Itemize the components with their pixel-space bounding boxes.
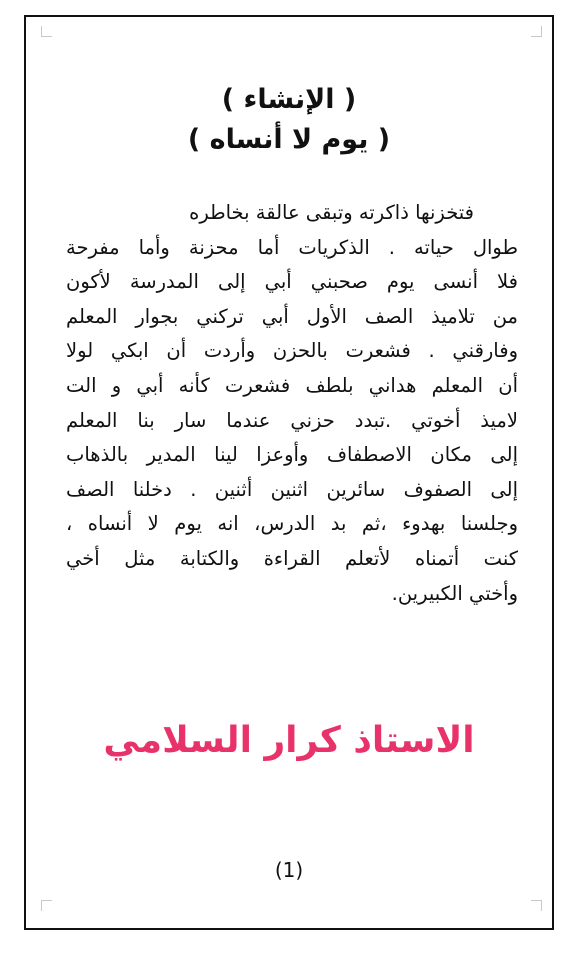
essay-line: لاميذ أخوتي .تبدد حزني عندما سار بنا المعلم: [66, 408, 518, 432]
crop-mark-top-right: [531, 26, 542, 37]
essay-line: وفارقني . فشعرت بالحزن وأردت أن ابكي لولا: [66, 339, 518, 363]
essay-line: وجلسنا بهدوء ،ثم بد الدرس، انه يوم لا أنساه ،: [66, 512, 518, 536]
crop-mark-bottom-left: [41, 900, 52, 911]
document-subtitle: ( يوم لا أنساه ): [187, 124, 391, 155]
crop-mark-top-left: [41, 26, 52, 37]
essay-line: من تلاميذ الصف الأول أبي تركني بجوار المعلم: [66, 304, 518, 328]
essay-line: فلا أنسى يوم صحبني أبي إلى المدرسة لأكون: [66, 270, 518, 294]
essay-line: فتخزنها ذاكرته وتبقى عالقة بخاطره: [189, 201, 474, 224]
document-title: ( الإنشاء ): [221, 84, 357, 115]
essay-line: كنت أتمناه لأتعلم القراءة والكتابة مثل أخي: [66, 546, 518, 570]
essay-body: [66, 196, 518, 611]
essay-line: أن المعلم هداني بلطف فشعرت كأنه أبي و الت: [66, 373, 518, 397]
author-name: الاستاذ كرار السلامي: [103, 720, 475, 761]
essay-line: إلى مكان الاصطفاف وأوعزا لينا المدير بالذهاب: [66, 443, 518, 467]
essay-line: وأختي الكبيرين.: [391, 581, 518, 605]
essay-line: إلى الصفوف سائرين اثنين أثنين . دخلنا الصف: [66, 477, 518, 501]
crop-mark-bottom-right: [531, 900, 542, 911]
page-number: (1): [274, 858, 304, 882]
essay-line: طوال حياته . الذكريات أما محزنة وأما مفرحة: [66, 235, 518, 259]
